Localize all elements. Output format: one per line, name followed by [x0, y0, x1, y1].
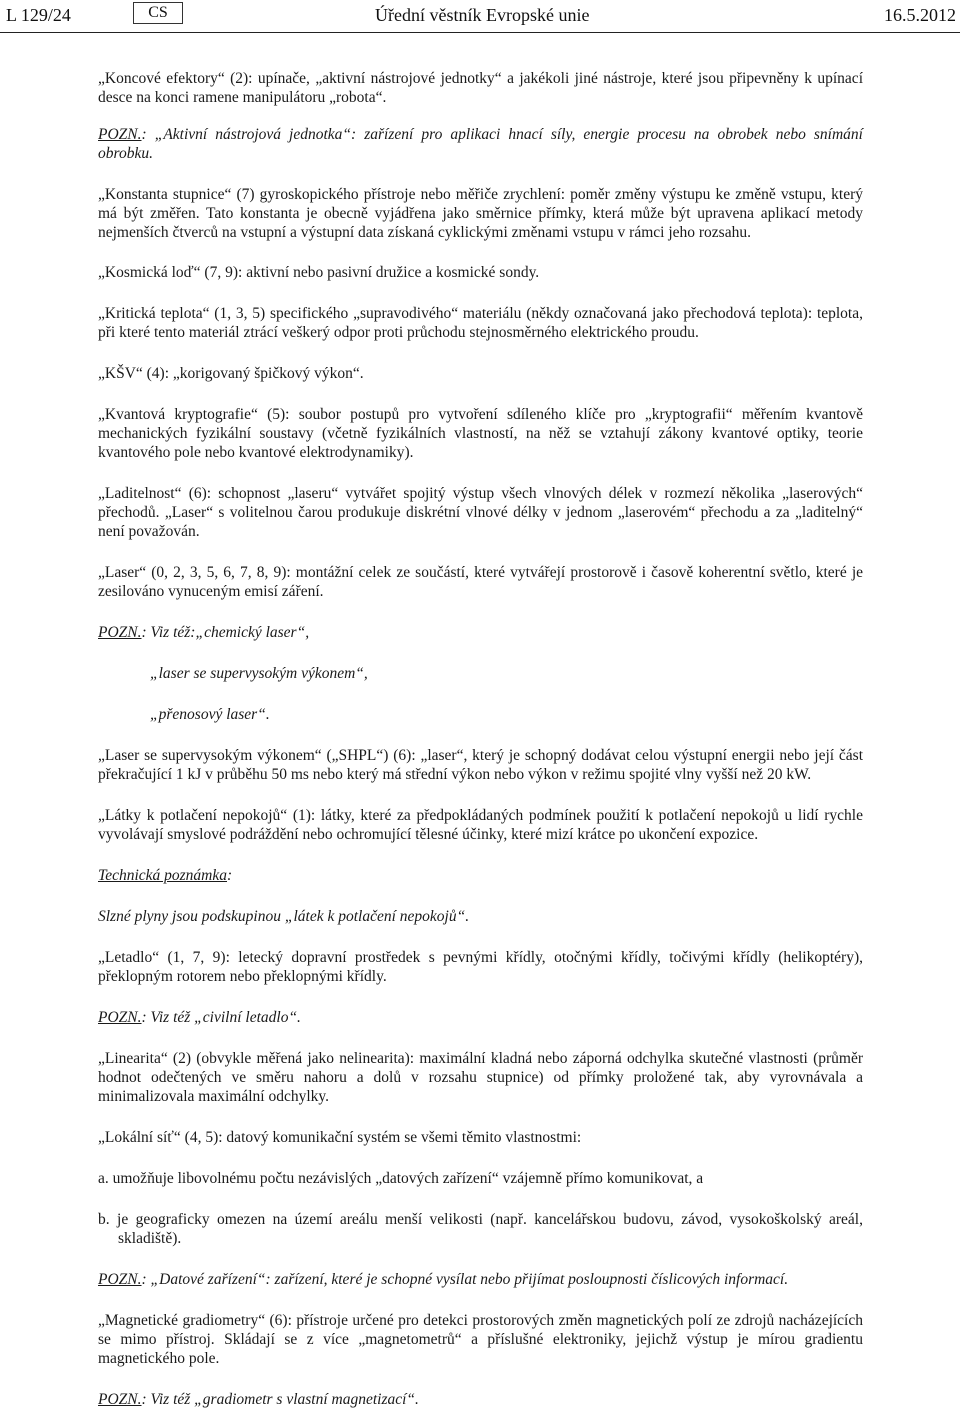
definition-paragraph: „Laditelnost“ (6): schopnost „laseru“ vytvářet spojitý výstup všech vlnových délek v rozmezí několika „laserových“ přechodů. „Laser“ s volitelnou čarou produkuje diskrétní vlnové délky v jednom „laserovém“ přechodu a za „laditelný“ není považován. [98, 485, 863, 540]
page-header [0, 0, 960, 28]
note-label: POZN. [98, 126, 142, 143]
technical-note-label: Technická poznámka [98, 867, 228, 884]
journal-title: Úřední věstník Evropské unie [375, 5, 590, 25]
note-text: : Viz též „civilní letadlo“. [141, 1009, 301, 1026]
note-paragraph [98, 1270, 863, 1289]
definition-paragraph: „Lokální síť“ (4, 5): datový komunikační systém se všemi těmito vlastnostmi: [98, 1129, 582, 1146]
note-label: POZN. [98, 1009, 142, 1026]
technical-note-heading [98, 866, 863, 885]
definition-paragraph: „Kvantová kryptografie“ (5): soubor postupů pro vytvoření sdíleného klíče pro „kryptografii“ měřením kvantově mechanických fyzikální soustavy (včetně fyzikálních vlastností, na něž se vztahují zákony kvantové optiky, teorie kvantového pole nebo kvantové elektrodynamiky). [98, 406, 863, 461]
note-continuation: „přenosový laser“. [150, 706, 270, 723]
note-text: : „Aktivní nástrojová jednotka“: zařízení pro aplikaci hnací síly, energie procesu na obrobek nebo snímání obrobku. [98, 126, 863, 162]
definition-paragraph: „Látky k potlačení nepokojů“ (1): látky, které za předpokládaných podmínek použití k potlačení nepokojů u lidí rychle vyvolávají smyslové podráždění nebo ochromující tělesné účinky, které mizí krátce po ukončení expozice. [98, 807, 863, 843]
definition-paragraph: „KŠV“ (4): „korigovaný špičkový výkon“. [98, 365, 364, 382]
definition-paragraph: „Konstanta stupnice“ (7) gyroskopického přístroje nebo měřiče zrychlení: poměr změny výstupu ke změně vstupu, který má být změřen. Tato konstanta je obecně vyjádřena jako směrnice přímky, která může být upravena aplikací metody nejmenších čtverců na vstupní a výstupní data získaná cyklickými změnami vstupu v rámci jeho rozsahu. [98, 186, 863, 241]
note-text: : „Datové zařízení“: zařízení, které je schopné vysílat nebo přijímat posloupnosti číslicových informací. [141, 1271, 789, 1288]
definition-paragraph: „Kritická teplota“ (1, 3, 5) specifického „supravodivého“ materiálu (někdy označovaná jako přechodová teplota): teplota, při které tento materiál ztrácí veškerý odpor proti průchodu stejnosměrného elektrického proudu. [98, 305, 863, 341]
publication-date: 16.5.2012 [884, 5, 956, 25]
note-text: : Viz též „gradiometr s vlastní magnetizací“. [141, 1391, 419, 1408]
definition-paragraph: „Magnetické gradiometry“ (6): přístroje určené pro detekci prostorových změn magnetických polí ze zdrojů nacházejících se mimo přístroj. Skládají se z více „magnetometrů“ a příslušné elektroniky, jejichž výstup je mírou gradientu magnetického pole. [98, 1312, 863, 1367]
note-paragraph [98, 623, 863, 642]
note-paragraph [98, 1008, 863, 1027]
document-body [98, 69, 863, 1409]
header-divider [0, 32, 960, 33]
list-item: b. je geograficky omezen na území areálu menší velikosti (např. kancelářskou budovu, závod, vysokoškolský areál, skladiště). [98, 1211, 863, 1247]
note-text: : Viz též:„chemický laser“, [141, 624, 310, 641]
definition-paragraph: „Kosmická loď“ (7, 9): aktivní nebo pasivní družice a kosmické sondy. [98, 264, 540, 281]
technical-note-colon: : [227, 867, 233, 884]
note-paragraph [98, 125, 863, 163]
definition-paragraph: „Laser se supervysokým výkonem“ („SHPL“) (6): „laser“, který je schopný dodávat celou výstupní energii nebo její část překračující 1 kJ v průběhu 50 ms nebo který má střední výkon nebo výkon v režimu spojité vlny vyšší než 20 kW. [98, 747, 863, 783]
definition-paragraph: „Linearita“ (2) (obvykle měřená jako nelinearita): maximální kladná nebo záporná odchylka skutečné vlastnosti (průměr hodnot odečtených ve směru nahoru a dolů v rozsahu stupnice) od přímky proložené tak, aby vyrovnávala a minimalizovala maximální odchylky. [98, 1050, 863, 1105]
note-label: POZN. [98, 624, 142, 641]
definition-paragraph: „Laser“ (0, 2, 3, 5, 6, 7, 8, 9): montážní celek ze součástí, které vytvářejí prostorově i časově koherentní světlo, které je zesilováno vynuceným emisí záření. [98, 564, 863, 600]
note-label: POZN. [98, 1391, 142, 1408]
definition-paragraph: „Koncové efektory“ (2): upínače, „aktivní nástrojové jednotky“ a jakékoli jiné nástroje, které jsou připevněny k upínací desce na konci ramene manipulátoru „robota“. [98, 70, 863, 106]
note-label: POZN. [98, 1271, 142, 1288]
technical-note-text: Slzné plyny jsou podskupinou „látek k potlačení nepokojů“. [98, 908, 470, 925]
journal-reference: L 129/24 [6, 5, 71, 25]
list-item: a. umožňuje libovolnému počtu nezávislých „datových zařízení“ vzájemně přímo komunikovat, a [98, 1170, 704, 1187]
definition-paragraph: „Letadlo“ (1, 7, 9): letecký dopravní prostředek s pevnými křídly, otočnými křídly, točivými křídly (helikoptéry), překlopným rotorem nebo překlopnými křídly. [98, 949, 863, 985]
note-continuation: „laser se supervysokým výkonem“, [150, 665, 368, 682]
language-badge: CS [133, 2, 183, 24]
